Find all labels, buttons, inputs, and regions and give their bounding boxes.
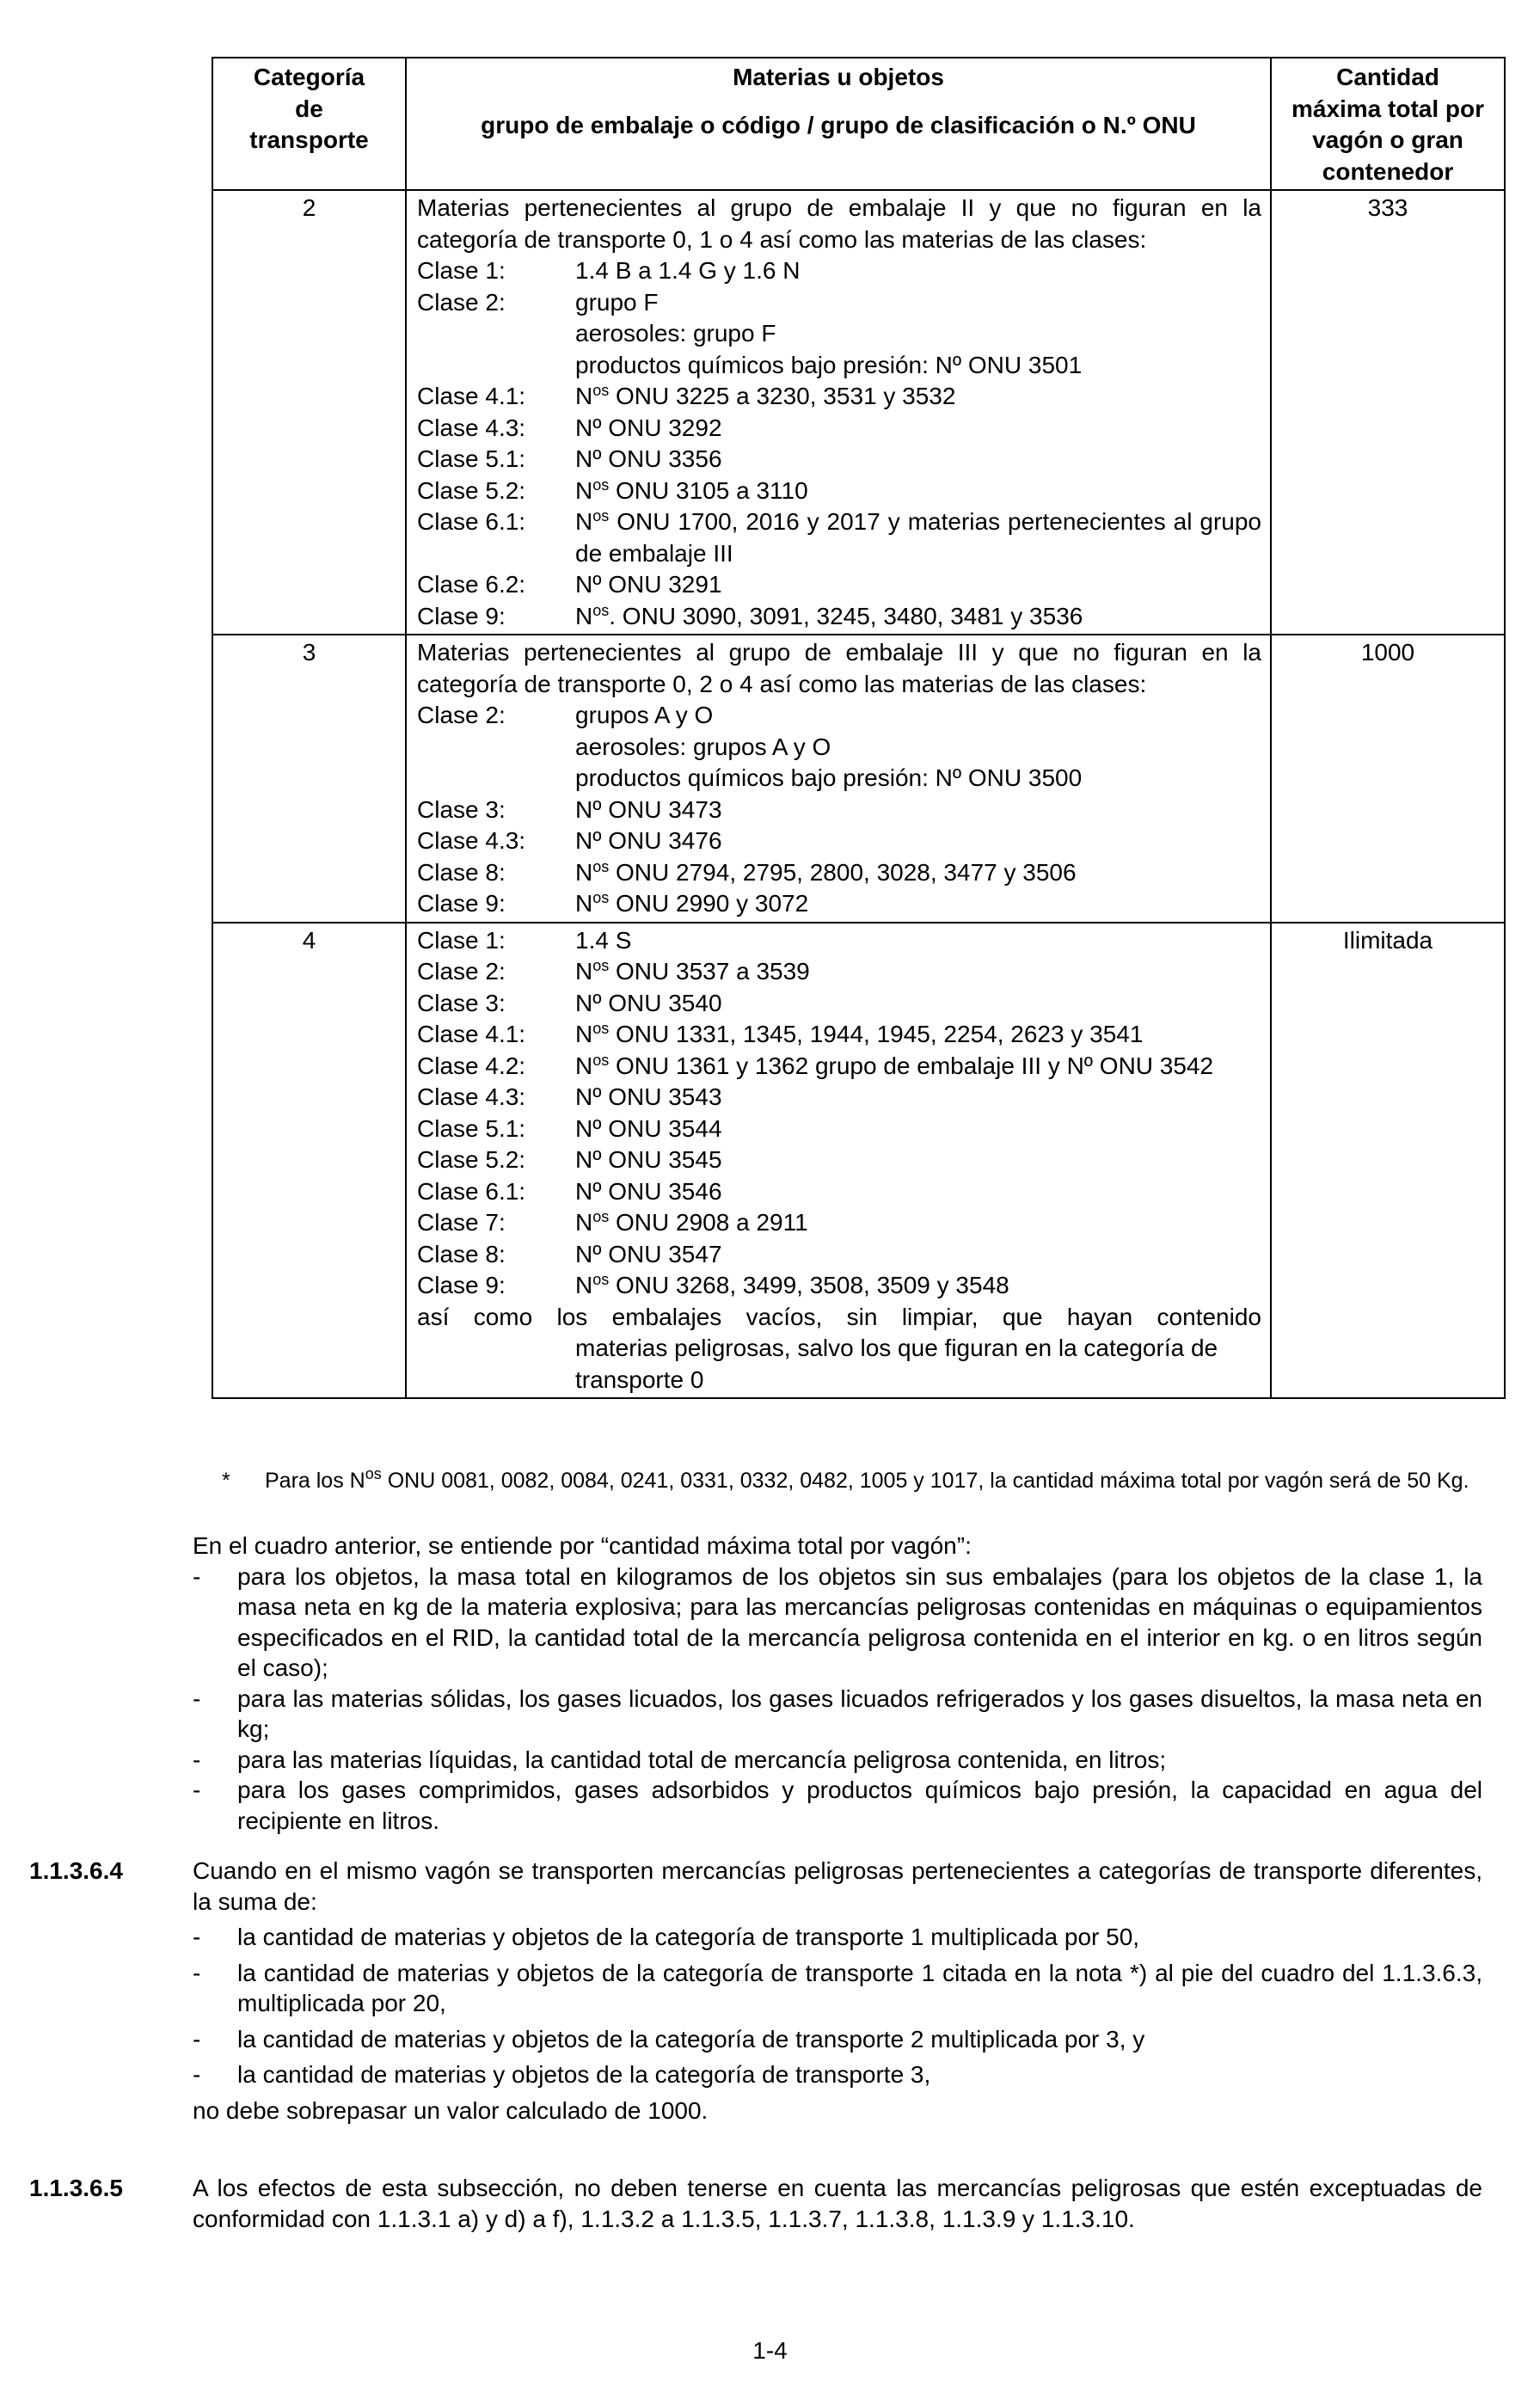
header-materials-line2: grupo de embalaje o código / grupo de clasificación o N.º ONU: [481, 111, 1196, 138]
class-label: Clase 6.2:: [417, 571, 526, 598]
class-line: [417, 825, 1261, 857]
class-line: [417, 1176, 1261, 1208]
section-1.1.3.6.4: [193, 1856, 1482, 2126]
row-quantity: Ilimitada: [1271, 923, 1505, 1399]
class-label: [417, 350, 575, 382]
sum-item-text: la cantidad de materias y objetos de la categoría de transporte 1 citada en la nota *) al pie del cuadro del 1.1.3.6.3, multiplicada por 20,: [237, 1959, 1482, 2016]
dash-bullet: -: [193, 1562, 201, 1590]
class-label: Clase 9:: [417, 890, 506, 917]
definition-item: [193, 1775, 1482, 1836]
sum-item-text: la cantidad de materias y objetos de la categoría de transporte 3,: [237, 2061, 931, 2088]
class-line: [417, 795, 1261, 826]
definition-item-text: para las materias sólidas, los gases licuados, los gases licuados refrigerados y los gases disueltos, la masa neta en kg;: [237, 1684, 1482, 1742]
class-value: productos químicos bajo presión: Nº ONU 3500: [575, 764, 1083, 791]
class-line: [417, 569, 1261, 601]
class-label: Clase 9:: [417, 602, 506, 629]
class-value: Nº ONU 3545: [575, 1146, 722, 1173]
row-outro-line1: así como los embalajes vacíos, sin limpiar, que hayan contenido: [417, 1303, 1261, 1330]
class-line: [417, 988, 1261, 1020]
dash-bullet: -: [193, 1776, 201, 1803]
class-label: Clase 5.1:: [417, 1114, 526, 1142]
dash-bullet: -: [193, 1959, 201, 1986]
class-value: $N^{os}$ ONU 3225 a 3230, 3531 y 3532: [575, 382, 956, 409]
transport-category-table: [212, 57, 1506, 1399]
class-label: Clase 4.1:: [417, 1021, 526, 1047]
footnote-text: Para los $N^{os}$ ONU 0081, 0082, 0084, 0241, 0331, 0332, 0482, 1005 y 1017, la cantidad máxima total por vagón será de 50 Kg.: [265, 1465, 1469, 1493]
definition-item-text: para los gases comprimidos, gases adsorbidos y productos químicos bajo presión, la capacidad en agua del recipiente en litros.: [237, 1776, 1482, 1834]
class-label: Clase 2:: [417, 702, 506, 728]
sum-item: [193, 2059, 1482, 2090]
class-value: $N^{os}$ ONU 3537 a 3539: [575, 957, 810, 985]
class-line: [417, 857, 1261, 889]
class-label: Clase 9:: [417, 1272, 506, 1298]
class-value: Nº ONU 3291: [575, 571, 722, 598]
row-intro: Materias pertenecientes al grupo de embalaje III y que no figuran en la categoría de transporte 0, 2 o 4 así como las materias de las clases:: [417, 639, 1261, 697]
definition-item: [193, 1562, 1482, 1684]
table-header-row: [212, 58, 1505, 190]
class-label: Clase 8:: [417, 858, 506, 886]
table-row: [212, 923, 1505, 1399]
sum-item-text: la cantidad de materias y objetos de la categoría de transporte 2 multiplicada por 3, y: [237, 2025, 1145, 2053]
class-line: [417, 444, 1261, 476]
section-number-1.1.3.6.5: 1.1.3.6.5: [29, 2175, 123, 2201]
footnote-marker: *: [222, 1469, 230, 1493]
class-label: Clase 7:: [417, 1209, 506, 1236]
class-value: Nº ONU 3547: [575, 1240, 722, 1267]
header-category: Categoría de transporte: [212, 58, 406, 190]
class-line: [417, 287, 1261, 319]
class-value: $N^{os}$ ONU 2908 a 2911: [575, 1208, 808, 1236]
definition-intro: En el cuadro anterior, se entiende por “cantidad máxima total por vagón”:: [193, 1532, 972, 1559]
definition-paragraph: [193, 1531, 1482, 1836]
class-line: [417, 700, 1261, 732]
class-value: Nº ONU 3546: [575, 1177, 722, 1205]
row-materials: [406, 190, 1271, 635]
class-line: [417, 318, 1261, 350]
dash-bullet: -: [193, 1684, 201, 1712]
class-label: [417, 763, 575, 795]
page-number: 1-4: [752, 2337, 788, 2364]
class-line: [417, 381, 1261, 413]
header-materials-line1: Materias u objetos: [733, 64, 944, 90]
class-line: [417, 888, 1261, 920]
class-label: Clase 8:: [417, 1240, 506, 1267]
class-line: [417, 763, 1261, 795]
section-1.1.3.6.5-text: A los efectos de esta subsección, no deben tenerse en cuenta las mercancías peligrosas que estén exceptuadas de conformidad con 1.1.3.1 a) y d) a f), 1.1.3.2 a 1.1.3.5, 1.1.3.7, 1.1.3.8, 1.1.3.9 y 1.1.3.10.: [193, 2175, 1482, 2232]
class-label: [417, 732, 575, 764]
section-intro: Cuando en el mismo vagón se transporten mercancías peligrosas pertenecientes a categorías de transporte diferentes, la suma de:: [193, 1857, 1482, 1915]
class-label: Clase 1:: [417, 257, 506, 284]
class-value: $N^{os}$ ONU 1361 y 1362 grupo de embalaje III y Nº ONU 3542: [575, 1051, 1214, 1079]
class-line: [417, 1270, 1261, 1302]
class-label: Clase 4.3:: [417, 414, 526, 441]
class-value: aerosoles: grupos A y O: [575, 733, 831, 760]
class-label: Clase 2:: [417, 958, 506, 985]
class-value: aerosoles: grupo F: [575, 320, 776, 347]
class-value: Nº ONU 3292: [575, 414, 722, 441]
table-row: [212, 190, 1505, 635]
row-outro-line2: materias peligrosas, salvo los que figuran en la categoría de transporte 0: [575, 1335, 1218, 1393]
row-category: 4: [212, 923, 406, 1399]
class-value: Nº ONU 3543: [575, 1083, 722, 1110]
class-line: [417, 956, 1261, 988]
class-label: Clase 2:: [417, 288, 506, 316]
definition-item-text: para las materias líquidas, la cantidad total de mercancía peligrosa contenida, en litros;: [237, 1746, 1167, 1773]
class-line: [417, 350, 1261, 382]
class-line: [417, 1051, 1261, 1083]
class-value: $N^{os}$ ONU 2990 y 3072: [575, 889, 809, 917]
class-label: [417, 318, 575, 350]
sum-item: [193, 1922, 1482, 1953]
class-line: [417, 413, 1261, 445]
class-label: Clase 4.3:: [417, 827, 526, 854]
class-value: $N^{os}$ ONU 3268, 3499, 3508, 3509 y 3548: [575, 1271, 1009, 1298]
table-row: [212, 635, 1505, 923]
class-line: [417, 255, 1261, 287]
class-value: $N^{os}$. ONU 3090, 3091, 3245, 3480, 3481 y 3536: [575, 601, 1083, 629]
class-label: Clase 6.1:: [417, 508, 526, 535]
definition-item: [193, 1745, 1482, 1776]
class-value: $N^{os}$ ONU 1331, 1345, 1944, 1945, 2254, 2623 y 3541: [575, 1020, 1144, 1047]
class-value: 1.4 S: [575, 926, 632, 954]
class-label: Clase 4.1:: [417, 383, 526, 409]
class-value: 1.4 B a 1.4 G y 1.6 N: [575, 257, 801, 284]
header-quantity: Cantidad máxima total por vagón o gran contenedor: [1271, 58, 1505, 190]
dash-bullet: -: [193, 2025, 201, 2053]
class-line: [417, 1019, 1261, 1051]
class-value: Nº ONU 3476: [575, 827, 722, 854]
class-value: $N^{os}$ ONU 1700, 2016 y 2017 y materias pertenecientes al grupo de embalaje III: [575, 507, 1261, 567]
sum-item: [193, 1958, 1482, 2019]
class-label: Clase 4.2:: [417, 1052, 526, 1079]
dash-bullet: -: [193, 1746, 201, 1773]
class-value: $N^{os}$ ONU 3105 a 3110: [575, 476, 808, 504]
section-outro: no debe sobrepasar un valor calculado de 1000.: [193, 2096, 709, 2124]
row-quantity: 333: [1271, 190, 1505, 635]
class-label: Clase 1:: [417, 926, 506, 954]
dash-bullet: -: [193, 1924, 201, 1950]
class-label: Clase 5.2:: [417, 476, 526, 504]
class-line: [417, 1207, 1261, 1239]
class-label: Clase 4.3:: [417, 1083, 526, 1110]
class-value: $N^{os}$ ONU 2794, 2795, 2800, 3028, 3477 y 3506: [575, 857, 1077, 886]
class-value: Nº ONU 3356: [575, 445, 722, 472]
class-value: Nº ONU 3544: [575, 1114, 722, 1142]
class-line: [417, 601, 1261, 633]
class-value: Nº ONU 3540: [575, 989, 722, 1016]
class-line: [417, 506, 1261, 569]
definition-item: [193, 1684, 1482, 1745]
section-number-1.1.3.6.4: 1.1.3.6.4: [29, 1857, 123, 1884]
class-value: grupo F: [575, 288, 659, 316]
class-value: productos químicos bajo presión: Nº ONU 3501: [575, 351, 1083, 378]
class-line: [417, 476, 1261, 507]
row-intro: Materias pertenecientes al grupo de embalaje II y que no figuran en la categoría de transporte 0, 1 o 4 así como las materias de las clases:: [417, 194, 1261, 253]
row-category: 2: [212, 190, 406, 635]
row-quantity: 1000: [1271, 635, 1505, 923]
class-label: Clase 6.1:: [417, 1177, 526, 1205]
class-line: [417, 1239, 1261, 1271]
definition-item-text: para los objetos, la masa total en kilogramos de los objetos sin sus embalajes (para los objetos de la clase 1, la masa neta en kg de la materia explosiva; para las mercancías peligrosas contenidas en máquinas o equipamientos especificados en el RID, la cantidad total de la mercancía peligrosa contenida en el interior en kg. o en litros según el caso);: [237, 1562, 1482, 1681]
row-materials: [406, 923, 1271, 1399]
row-materials: [406, 635, 1271, 923]
class-label: Clase 5.2:: [417, 1146, 526, 1173]
class-label: Clase 3:: [417, 989, 506, 1016]
header-materials: [406, 58, 1271, 190]
class-value: Nº ONU 3473: [575, 795, 722, 823]
class-line: [417, 1114, 1261, 1145]
class-line: [417, 1082, 1261, 1114]
sum-item: [193, 2024, 1482, 2055]
row-category: 3: [212, 635, 406, 923]
class-value: grupos A y O: [575, 702, 714, 728]
class-label: Clase 3:: [417, 795, 506, 823]
class-line: [417, 925, 1261, 957]
sum-item-text: la cantidad de materias y objetos de la categoría de transporte 1 multiplicada por 50,: [237, 1924, 1140, 1950]
dash-bullet: -: [193, 2061, 201, 2088]
class-line: [417, 1144, 1261, 1176]
class-label: Clase 5.1:: [417, 445, 526, 472]
class-line: [417, 732, 1261, 764]
